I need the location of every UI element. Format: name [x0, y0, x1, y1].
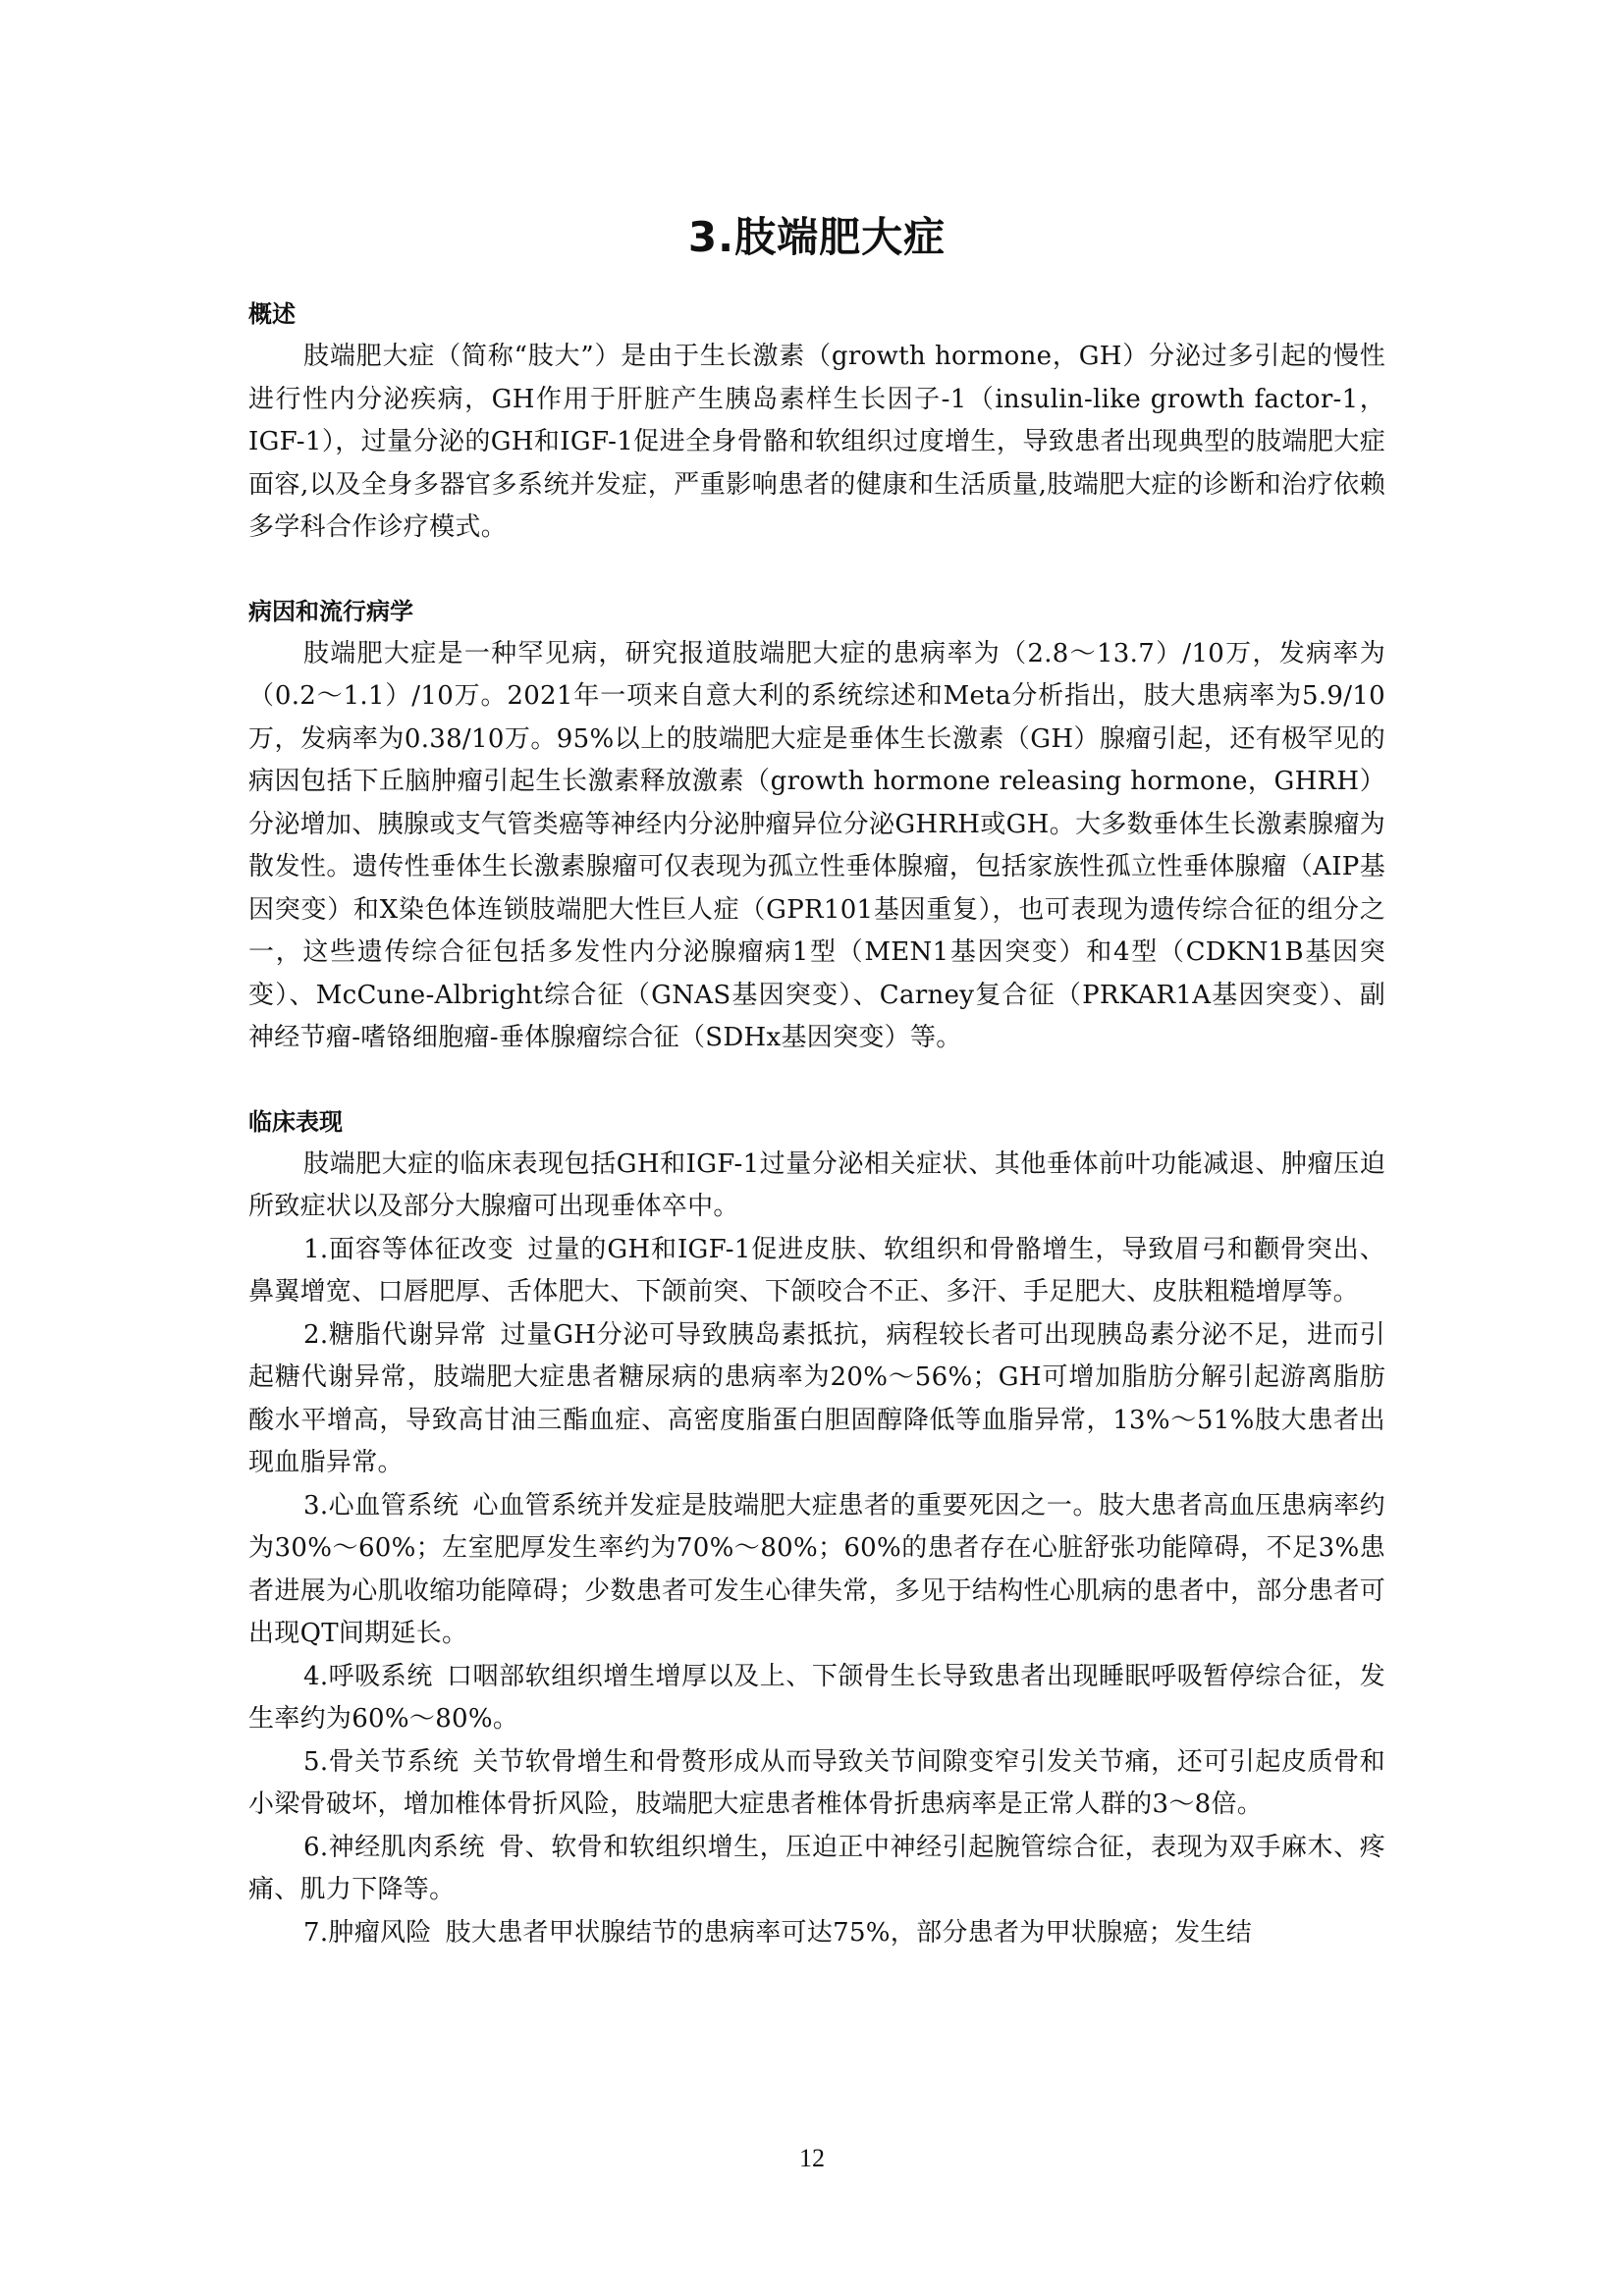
clinical-item-lead: 4.呼吸系统 [303, 1661, 433, 1691]
clinical-item-respiratory [248, 1656, 1385, 1741]
clinical-item-lead: 3.心血管系统 [303, 1490, 460, 1521]
section-heading-etiology: 病因和流行病学 [248, 597, 413, 625]
clinical-item-text: 关节软骨增生和骨赘形成从而导致关节间隙变窄引发关节痛，还可引起皮质骨和小梁骨破坏，增加椎体骨折风险，肢端肥大症患者椎体骨折患病率是正常人群的3～8倍。 [248, 1746, 1385, 1819]
clinical-item-text: 口咽部软组织增生增厚以及上、下颌骨生长导致患者出现睡眠呼吸暂停综合征，发生率约为60%～80%。 [248, 1661, 1385, 1734]
clinical-item-cardiovascular [248, 1485, 1385, 1656]
clinical-item-lead: 7.肿瘤风险 [303, 1917, 432, 1948]
page-content [248, 208, 1385, 1954]
clinical-item-lead: 5.骨关节系统 [303, 1746, 460, 1777]
etiology-paragraph: 肢端肥大症是一种罕见病，研究报道肢端肥大症的患病率为（2.8～13.7）/10万，发病率为（0.2～1.1）/10万。2021年一项来自意大利的系统综述和Meta分析指出，肢大患病率为5.9/10万，发病率为0.38/10万。95%以上的肢端肥大症是垂体生长激素（GH）腺瘤引起，还有极罕见的病因包括下丘脑肿瘤引起生长激素释放激素（growth hormone releasing hormone，GHRH）分泌增加、胰腺或支气管类癌等神经内分泌肿瘤异位分泌GHRH或GH。大多数垂体生长激素腺瘤为散发性。遗传性垂体生长激素腺瘤可仅表现为孤立性垂体腺瘤，包括家族性孤立性垂体腺瘤（AIP基因突变）和X染色体连锁肢端肥大性巨人症（GPR101基因重复），也可表现为遗传综合征的组分之一，这些遗传综合征包括多发性内分泌腺瘤病1型（MEN1基因突变）和4型（CDKN1B基因突变）、McCune-Albright综合征（GNAS基因突变）、Carney复合征（PRKAR1A基因突变）、副神经节瘤-嗜铬细胞瘤-垂体腺瘤综合征（SDHx基因突变）等。 [248, 638, 1385, 1052]
clinical-item-bone-joint [248, 1741, 1385, 1827]
clinical-item-neuromuscular [248, 1827, 1385, 1912]
overview-paragraph: 肢端肥大症（简称“肢大”）是由于生长激素（growth hormone，GH）分泌过多引起的慢性进行性内分泌疾病，GH作用于肝脏产生胰岛素样生长因子-1（insulin-like growth factor-1，IGF-1），过量分泌的GH和IGF-1促进全身骨骼和软组织过度增生，导致患者出现典型的肢端肥大症面容,以及全身多器官多系统并发症，严重影响患者的健康和生活质量,肢端肥大症的诊断和治疗依赖多学科合作诊疗模式。 [248, 342, 1385, 542]
clinical-item-tumor-risk [248, 1912, 1385, 1955]
section-spacer [248, 550, 1385, 590]
clinical-item-text: 心血管系统并发症是肢端肥大症患者的重要死因之一。肢大患者高血压患病率约为30%～60%；左室肥厚发生率约为70%～80%；60%的患者存在心脏舒张功能障碍，不足3%患者进展为心肌收缩功能障碍；少数患者可发生心律失常，多见于结构性心肌病的患者中，部分患者可出现QT间期延长。 [248, 1490, 1385, 1648]
section-spacer [248, 1060, 1385, 1100]
clinical-item-lead: 6.神经肌肉系统 [303, 1832, 486, 1862]
clinical-item-text: 肢大患者甲状腺结节的患病率可达75%，部分患者为甲状腺癌；发生结 [445, 1917, 1252, 1948]
clinical-intro-paragraph: 肢端肥大症的临床表现包括GH和IGF-1过量分泌相关症状、其他垂体前叶功能减退、肿瘤压迫所致症状以及部分大腺瘤可出现垂体卒中。 [248, 1148, 1385, 1221]
clinical-item-lead: 2.糖脂代谢异常 [303, 1319, 487, 1350]
section-heading-clinical: 临床表现 [248, 1107, 343, 1136]
clinical-item-lead: 1.面容等体征改变 [303, 1234, 514, 1264]
clinical-item-face [248, 1229, 1385, 1314]
page-number: 12 [799, 2144, 825, 2172]
page-title: 3.肢端肥大症 [687, 213, 947, 261]
clinical-item-text: 过量GH分泌可导致胰岛素抵抗，病程较长者可出现胰岛素分泌不足，进而引起糖代谢异常，肢端肥大症患者糖尿病的患病率为20%～56%；GH可增加脂肪分解引起游离脂肪酸水平增高，导致高甘油三酯血症、高密度脂蛋白胆固醇降低等血脂异常，13%～51%肢大患者出现血脂异常。 [248, 1319, 1385, 1477]
clinical-item-text: 过量的GH和IGF-1促进皮肤、软组织和骨骼增生，导致眉弓和颧骨突出、鼻翼增宽、口唇肥厚、舌体肥大、下颌前突、下颌咬合不正、多汗、手足肥大、皮肤粗糙增厚等。 [248, 1234, 1385, 1307]
section-heading-overview: 概述 [248, 300, 296, 328]
clinical-item-metabolism [248, 1314, 1385, 1485]
clinical-item-text: 骨、软骨和软组织增生，压迫正中神经引起腕管综合征，表现为双手麻木、疼痛、肌力下降等。 [248, 1832, 1385, 1904]
